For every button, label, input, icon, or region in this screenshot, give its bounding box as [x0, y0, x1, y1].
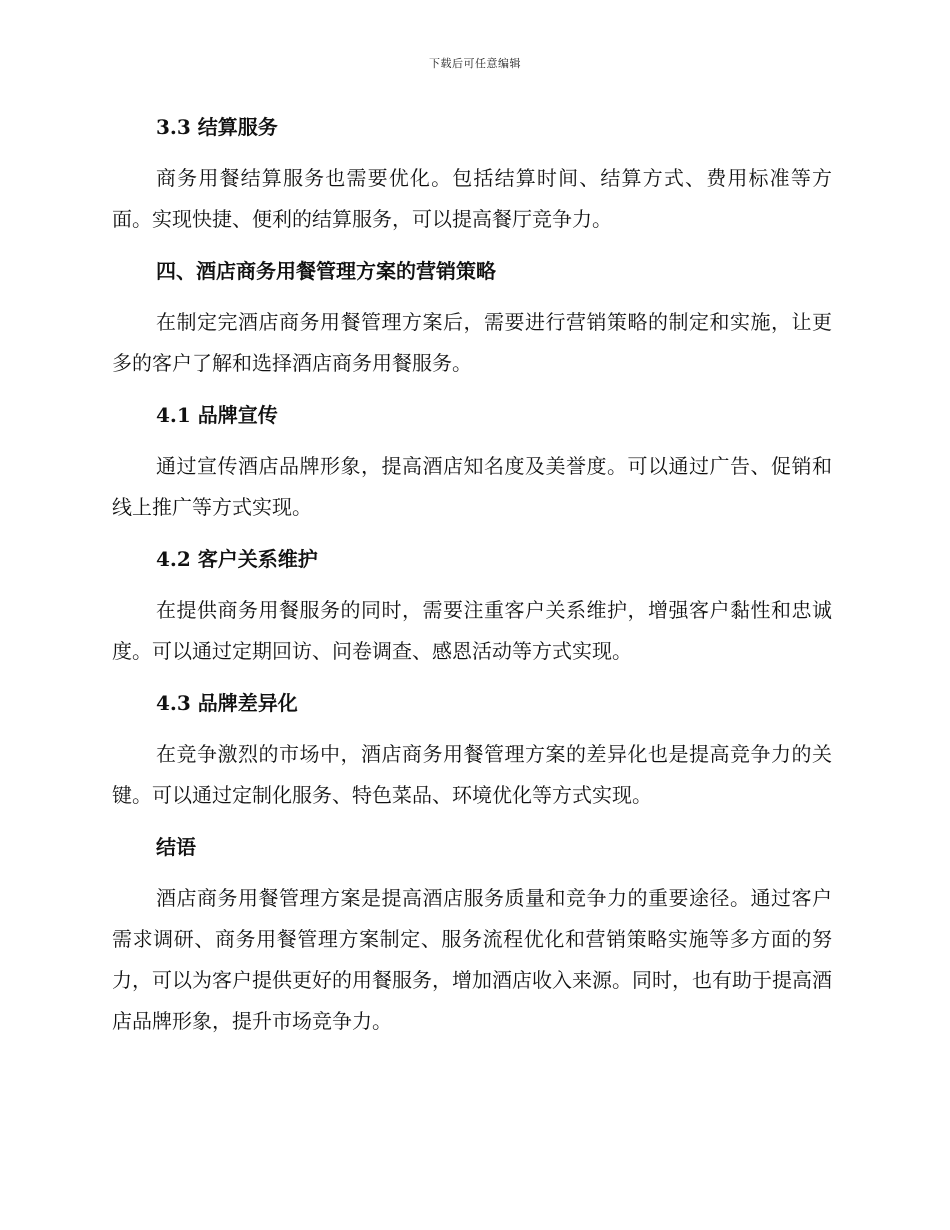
section-heading-4: 四、酒店商务用餐管理方案的营销策略: [156, 259, 496, 283]
section-heading-conclusion: 结语: [156, 835, 196, 859]
section-paragraph-4-2: 在提供商务用餐服务的同时，需要注重客户关系维护，增强客户黏性和忠诚度。可以通过定期回访、问卷调查、感恩活动等方式实现。: [112, 598, 832, 663]
page-header-note: 下载后可任意编辑: [429, 57, 521, 70]
section-paragraph-4-1: 通过宣传酒店品牌形象，提高酒店知名度及美誉度。可以通过广告、促销和线上推广等方式实现。: [112, 454, 832, 519]
section-heading-3-3: 3.3 结算服务: [156, 115, 278, 139]
section-heading-4-3: 4.3 品牌差异化: [156, 691, 298, 715]
document-body: [112, 110, 832, 1056]
section-heading-4-2: 4.2 客户关系维护: [156, 547, 318, 571]
section-paragraph-3-3: 商务用餐结算服务也需要优化。包括结算时间、结算方式、费用标准等方面。实现快捷、便利的结算服务，可以提高餐厅竞争力。: [112, 166, 832, 231]
section-paragraph-4: 在制定完酒店商务用餐管理方案后，需要进行营销策略的制定和实施，让更多的客户了解和选择酒店商务用餐服务。: [112, 310, 832, 375]
section-paragraph-4-3: 在竞争激烈的市场中，酒店商务用餐管理方案的差异化也是提高竞争力的关键。可以通过定制化服务、特色菜品、环境优化等方式实现。: [112, 742, 832, 807]
section-paragraph-conclusion: 酒店商务用餐管理方案是提高酒店服务质量和竞争力的重要途径。通过客户需求调研、商务用餐管理方案制定、服务流程优化和营销策略实施等多方面的努力，可以为客户提供更好的用餐服务，增加酒店收入来源。同时，也有助于提高酒店品牌形象，提升市场竞争力。: [112, 886, 832, 1033]
section-heading-4-1: 4.1 品牌宣传: [156, 403, 278, 427]
